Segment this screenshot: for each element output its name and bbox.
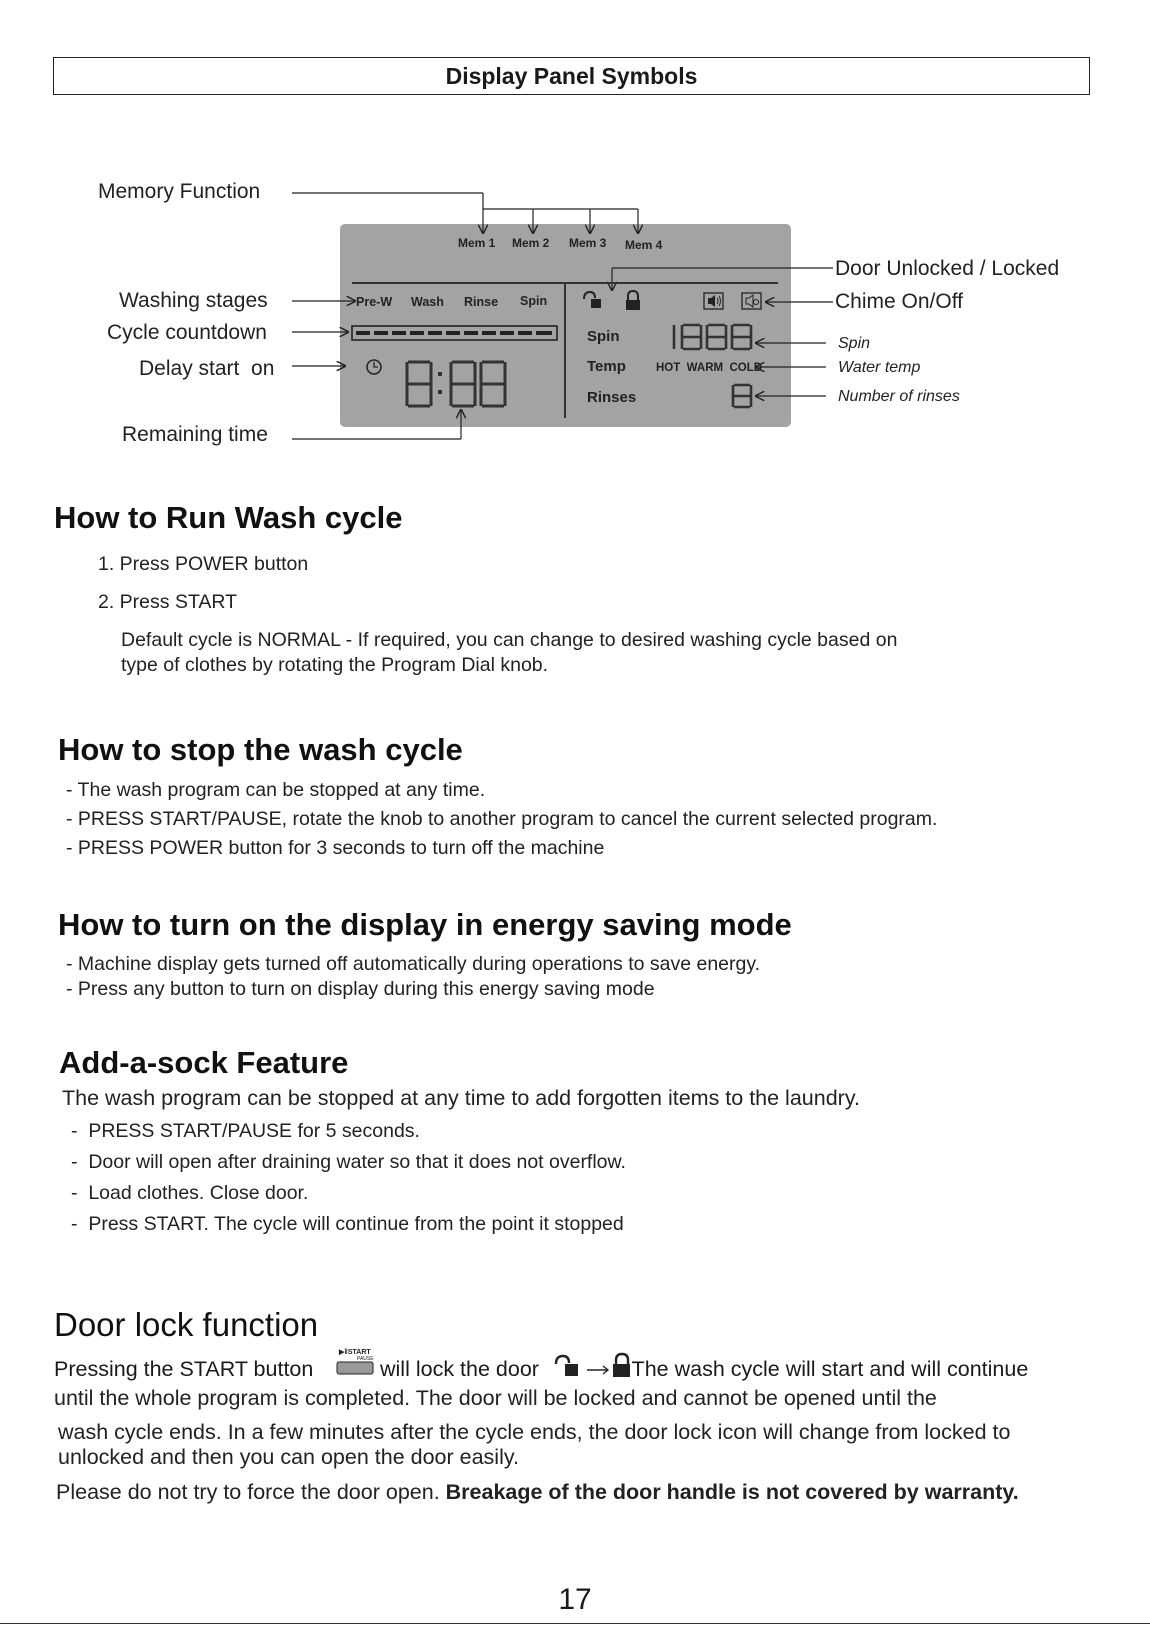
door-locked-icon xyxy=(626,291,640,310)
door-unlocked-icon xyxy=(584,292,601,308)
mem-2-label: Mem 2 xyxy=(512,236,550,250)
run-step-1: 1. Press POWER button xyxy=(98,553,309,575)
lcd-temp-options: HOT WARM COLD xyxy=(656,362,763,374)
callout-chime: Chime On/Off xyxy=(835,290,963,313)
callout-remaining-time: Remaining time xyxy=(122,423,268,446)
sock-intro: The wash program can be stopped at any time to add forgotten items to the laundry. xyxy=(62,1086,860,1110)
spin-display xyxy=(674,325,751,349)
stage-prewash: Pre-W xyxy=(356,295,393,309)
stage-wash: Wash xyxy=(411,295,444,309)
door-paragraph-4: unlocked and then you can open the door easily. xyxy=(58,1445,519,1469)
lcd-temp-label: Temp xyxy=(587,358,626,375)
section-run-heading: How to Run Wash cycle xyxy=(54,500,403,535)
door-p1c: . The wash cycle will start and will continue xyxy=(620,1357,1029,1381)
energy-line-2: - Press any button to turn on display during this energy saving mode xyxy=(66,978,655,1000)
sock-line-2: - Door will open after draining water so that it does not overflow. xyxy=(71,1151,626,1173)
run-note-1: Default cycle is NORMAL - If required, you can change to desired washing cycle based on xyxy=(121,629,898,651)
door-paragraph-3: wash cycle ends. In a few minutes after the cycle ends, the door lock icon will change from locked to xyxy=(58,1420,1011,1444)
stage-spin: Spin xyxy=(520,294,548,308)
callout-delay-start: Delay start on xyxy=(139,357,275,380)
diagram-lines xyxy=(0,0,1150,470)
callout-cycle-countdown: Cycle countdown xyxy=(107,321,267,344)
stop-line-2: - PRESS START/PAUSE, rotate the knob to another program to cancel the current selected program. xyxy=(66,808,938,830)
callout-rinses: Number of rinses xyxy=(838,388,960,405)
mem-1-label: Mem 1 xyxy=(458,236,496,250)
chime-off-icon xyxy=(742,293,761,309)
run-step-2: 2. Press START xyxy=(98,591,238,613)
door-warning xyxy=(56,1480,1019,1505)
lcd-rinses-label: Rinses xyxy=(587,389,637,406)
door-warning-bold: Breakage of the door handle is not covered by warranty. xyxy=(445,1480,1019,1504)
mem-3-label: Mem 3 xyxy=(569,236,607,250)
section-door-heading: Door lock function xyxy=(54,1306,319,1343)
bottom-rule xyxy=(0,1623,1150,1624)
callout-memory: Memory Function xyxy=(98,180,261,203)
sock-line-4: - Press START. The cycle will continue from the point it stopped xyxy=(71,1213,624,1235)
section-stop-heading: How to stop the wash cycle xyxy=(58,732,463,767)
section-sock-heading: Add-a-sock Feature xyxy=(59,1045,349,1080)
page-title: Display Panel Symbols xyxy=(53,57,1090,95)
stop-line-1: - The wash program can be stopped at any time. xyxy=(66,779,486,801)
svg-text:PAUSE: PAUSE xyxy=(357,1356,374,1362)
lcd-spin-label: Spin xyxy=(587,328,620,345)
clock-icon xyxy=(367,360,381,374)
stage-rinse: Rinse xyxy=(464,295,499,309)
callout-water-temp: Water temp xyxy=(838,359,921,376)
time-display xyxy=(407,362,505,406)
chime-on-icon xyxy=(704,293,723,309)
rinse-display xyxy=(733,385,751,407)
energy-line-1: - Machine display gets turned off automatically during operations to save energy. xyxy=(66,953,761,975)
start-pause-button-icon xyxy=(335,1345,375,1377)
stop-line-3: - PRESS POWER button for 3 seconds to turn off the machine xyxy=(66,837,605,859)
callout-door: Door Unlocked / Locked xyxy=(835,257,1060,280)
door-paragraph-1 xyxy=(54,1349,1144,1382)
callout-washing-stages: Washing stages xyxy=(119,289,268,312)
section-energy-heading: How to turn on the display in energy saving mode xyxy=(58,907,792,942)
door-warning-plain: Please do not try to force the door open. xyxy=(56,1480,446,1504)
door-p1a: Pressing the START button xyxy=(54,1357,314,1381)
run-note-2: type of clothes by rotating the Program Dial knob. xyxy=(121,654,549,676)
door-paragraph-2: until the whole program is completed. The door will be locked and cannot be opened until the xyxy=(54,1386,937,1410)
callout-spin: Spin xyxy=(838,335,871,352)
sock-line-3: - Load clothes. Close door. xyxy=(71,1182,309,1204)
sock-line-1: - PRESS START/PAUSE for 5 seconds. xyxy=(71,1120,420,1142)
mem-4-label: Mem 4 xyxy=(625,238,663,252)
page-number: 17 xyxy=(558,1583,592,1616)
door-p1b: will lock the door xyxy=(380,1357,539,1381)
svg-text:▶‖START: ▶‖START xyxy=(339,1349,371,1356)
